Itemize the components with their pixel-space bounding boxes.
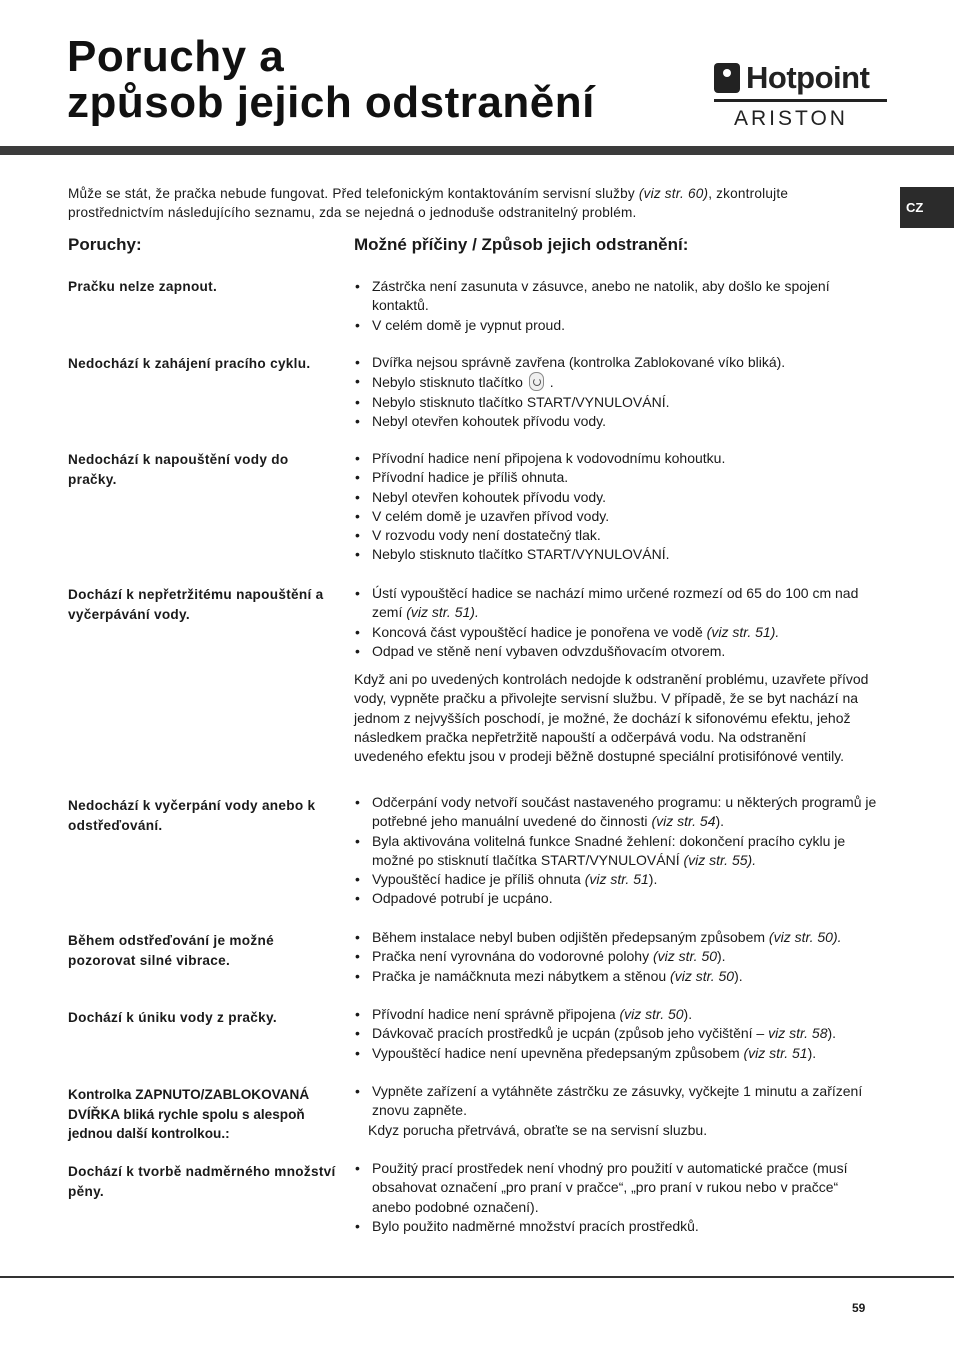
cause-item: • V rozvodu vody není dostatečný tlak. [354, 526, 879, 545]
problem-label: Dochází k úniku vody z pračky. [68, 1010, 277, 1025]
power-button-icon [529, 372, 544, 391]
cause-text: Vypouštěcí hadice je příliš ohnuta [372, 871, 581, 888]
title-line-2: způsob jejich odstranění [67, 78, 595, 127]
cause-text: Koncová část vypouštěcí hadice je ponořena ve vodě [372, 623, 703, 640]
problem-label: Nedochází k napouštění vody do pračky. [68, 452, 289, 487]
cause-note: Kdyz porucha přetrvává, obraťte se na servisní sluzbu. [368, 1121, 708, 1138]
cause-item: • Pračka není vyrovnána do vodorovné polohy (viz str. 50). [354, 947, 879, 966]
page-ref: (viz str. 50). [768, 929, 842, 945]
problem-text-a: Kontrolka ZAPNUTO/ZABLOKOVANÁ DVÍŘKA [68, 1087, 310, 1122]
language-tab-label: CZ [906, 200, 924, 215]
cause-item: • Odpad ve stěně není vybaven odvzdušňovacím otvorem. [354, 642, 879, 661]
cause-item: • V celém domě je uzavřen přívod vody. [354, 507, 879, 526]
problem-label: Dochází k tvorbě nadměrného množství pěny. [68, 1164, 336, 1199]
title-line-1: Poruchy a [67, 32, 285, 81]
cause-text: Pračka je namáčknuta mezi nábytkem a stěnou [372, 967, 667, 984]
cause-item: • Použitý prací prostředek není vhodný pro použití v automatické pračce (musí obsahovat označení „pro praní v pračce“, „pro praní v rukou nebo v pračce“ anebo podobné označení). [354, 1159, 879, 1217]
problem-label: Pračku nelze zapnout. [68, 279, 218, 294]
cause-list [354, 793, 879, 909]
problems-header: Poruchy: [68, 235, 142, 254]
cause-item [354, 584, 879, 623]
cause-list [354, 277, 879, 335]
page-number: 59 [852, 1301, 866, 1315]
logo-divider [714, 99, 887, 102]
cause-item: • V celém domě je vypnut proud. [354, 316, 879, 335]
problem-label: Nedochází k vyčerpání vody anebo k odstřeďování. [68, 798, 316, 833]
footer-rule [0, 1276, 954, 1278]
language-tab [900, 187, 954, 228]
intro-part-1: Může se stát, že pračka nebude fungovat. Před telefonickým kontaktováním servisní služby [68, 186, 639, 201]
header-rule [0, 146, 954, 155]
cause-text: Nebylo stisknuto tlačítko [372, 374, 523, 391]
cause-item: • Vypouštěcí hadice není upevněna předepsaným způsobem (viz str. 51). [354, 1044, 879, 1063]
page-ref: (viz str. 51). [706, 623, 780, 640]
page-ref: (viz str. 54 [651, 813, 716, 830]
cause-item: • Nebylo stisknuto tlačítko START/VYNULOVÁNÍ. [354, 545, 879, 564]
problem-label: Nedochází k zahájení pracího cyklu. [68, 356, 311, 371]
page-ref: (viz str. 51 [584, 871, 649, 888]
cause-list [354, 1159, 879, 1236]
cause-text: Pračka není vyrovnána do vodorovné polohy [372, 948, 650, 965]
cause-text: Vypouštěcí hadice není upevněna předepsaným způsobem [372, 1044, 740, 1061]
cause-item: • Dvířka nejsou správně zavřena (kontrolka Zablokované víko bliká). [354, 353, 879, 372]
page-title [67, 34, 595, 126]
cause-item: • Pračka je namáčknuta mezi nábytkem a stěnou (viz str. 50). [354, 967, 879, 986]
cause-item: • Nebylo stisknuto tlačítko . [354, 372, 879, 392]
page-ref: (viz str. 51). [406, 604, 479, 621]
cause-item [354, 928, 879, 947]
cause-list [354, 353, 879, 431]
brand-sub-name: ARISTON [734, 107, 848, 130]
cause-list [354, 1082, 879, 1140]
causes-header: Možné příčiny / Způsob jejich odstranění: [354, 235, 689, 254]
cause-list [354, 449, 879, 565]
cause-list [354, 584, 879, 767]
cause-item: • Vypněte zařízení a vytáhněte zástrčku ze zásuvky, vyčkejte 1 minutu a zařízení znovu zapněte. [354, 1082, 879, 1121]
cause-item: • Přívodní hadice není připojena k vodovodnímu kohoutku. [354, 449, 879, 468]
cause-item: • Přívodní hadice je příliš ohnuta. [354, 468, 879, 487]
cause-list [354, 1005, 879, 1063]
cause-item: • Odčerpání vody netvoří součást nastaveného programu: u některých programů je potřebné jeho manuální uvedené do činnosti (viz str. 54). [354, 793, 879, 832]
cause-item: • Zástrčka není zasunuta v zásuvce, anebo ne natolik, aby došlo ke spojení kontaktů. [354, 277, 879, 316]
cause-list [354, 928, 879, 986]
intro-part-2: , zkontrolujte prostřednictvím následujícího seznamu, zda se nejedná o jednoduše odstranitelný problém. [68, 186, 789, 220]
brand-logo [714, 60, 888, 134]
cause-note: Když ani po uvedených kontrolách nedojde k odstranění problému, uzavřete přívod vody, vypněte pračku a přivolejte servisní službu. V případě, že se byt nachází na jednom z nejvyšších poschodí, je možné, že dochází k sifonovému efektu, jehož následkem pračka nepřetržitě napouští a odčerpává vodu. Na odstranění uvedeného efektu jsou v prodeji běžně dostupné speciální protisifónové ventily. [354, 671, 869, 765]
cause-item [354, 623, 879, 642]
cause-item: • Bylo použito nadměrné množství pracích prostředků. [354, 1217, 879, 1236]
cause-item: • Odpadové potrubí je ucpáno. [354, 889, 879, 908]
intro-text [68, 184, 838, 222]
cause-item [354, 832, 879, 871]
cause-item: • Přívodní hadice není správně připojena (viz str. 50). [354, 1005, 879, 1024]
page-ref: (viz str. 50 [652, 948, 718, 965]
problem-label: Dochází k nepřetržitému napouštění a vyčerpávání vody. [68, 587, 324, 622]
cause-text: Přívodní hadice není správně připojena [372, 1006, 616, 1022]
page-ref: (viz str. 51 [743, 1044, 808, 1061]
intro-ref: (viz str. 60) [638, 186, 709, 201]
cause-text: Byla aktivována volitelná funkce Snadné žehlení: dokončení pracího cyklu je možné po stisknutí tlačítka START/VYNULOVÁNÍ [372, 832, 846, 868]
cause-text: Odčerpání vody netvoří součást nastaveného programu: u některých programů je potřebné jeho manuální uvedené do činnosti [372, 794, 877, 830]
cause-item: • Nebyl otevřen kohoutek přívodu vody. [354, 412, 879, 431]
problem-label [68, 1085, 336, 1144]
cause-item: • Nebyl otevřen kohoutek přívodu vody. [354, 488, 879, 507]
cause-item: • Nebylo stisknuto tlačítko START/VYNULOVÁNÍ. [354, 393, 879, 412]
page-ref: (viz str. 50 [670, 967, 735, 984]
brand-name: Hotpoint [746, 60, 870, 95]
page-ref: (viz str. 55). [683, 851, 757, 868]
problem-text-b: bliká rychle spolu s alespoň jednou další kontrolkou.: [68, 1106, 305, 1141]
cause-text: Ústí vypouštěcí hadice se nachází mimo určené rozmezí od 65 do 100 cm nad zemí [372, 585, 859, 621]
cause-item: • Dávkovač pracích prostředků je ucpán (způsob jeho vyčištění – viz str. 58). [354, 1024, 879, 1043]
cause-item: • Vypouštěcí hadice je příliš ohnuta (viz str. 51). [354, 870, 879, 889]
page-ref: (viz str. 50 [619, 1006, 684, 1022]
cause-text: Dávkovač pracích prostředků je ucpán (způsob jeho vyčištění – [372, 1025, 765, 1042]
problem-label: Během odstřeďování je možné pozorovat silné vibrace. [68, 933, 274, 968]
cause-text: Během instalace nebyl buben odjištěn předepsaným způsobem [372, 929, 766, 945]
page-ref: viz str. 58 [768, 1025, 828, 1042]
hotpoint-mark-icon [714, 63, 740, 93]
